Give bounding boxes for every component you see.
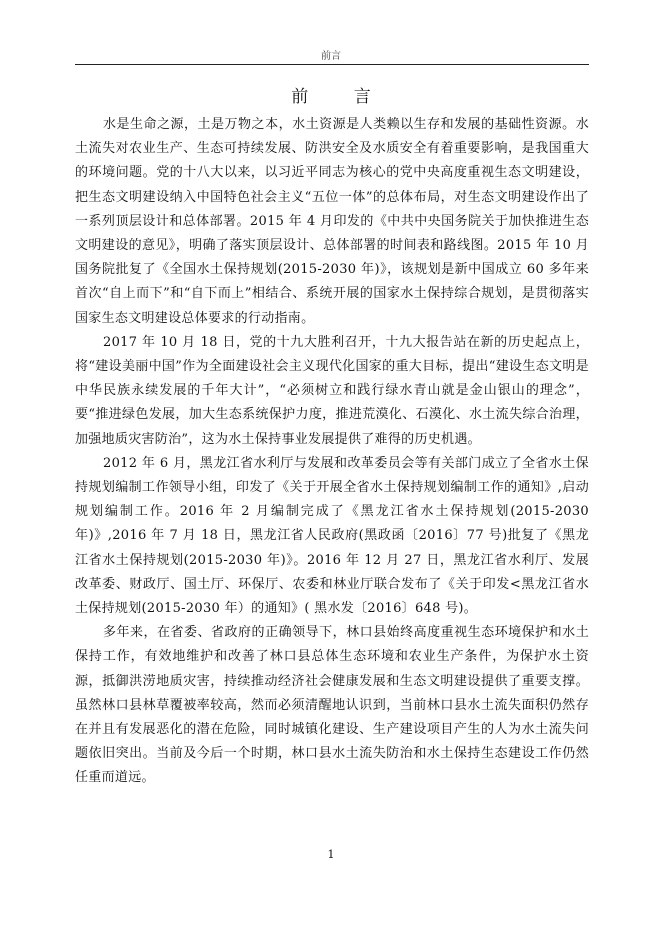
paragraph-2: 2017 年 10 月 18 日，党的十九大胜利召开，十九大报告站在新的历史起点上，将“建设美丽中国”作为全面建设社会主义现代化国家的重大目标，提出“建设生态文明是中华民族永续发展的千年大计”，“必须树立和践行绿水青山就是金山银山的理念”，要“推进绿色发展，加大生态系统保护力度，推进荒漠化、石漠化、水土流失综合治理，加强地质灾害防治”，这为水土保持事业发展提供了难得的历史机遇。 [75, 334, 589, 447]
paragraph-3: 2012 年 6 月，黑龙江省水利厅与发展和改革委员会等有关部门成立了全省水土保持规划编制工作领导小组，印发了《关于开展全省水土保持规划编制工作的通知》,启动规划编制工作。2016 年 2 月编制完成了《黑龙江省水土保持规划(2015-2030 年)》,2016 年 7 月 18 日，黑龙江省人民政府(黑政函〔2016〕77 号)批复了《黑龙江省水土保持规划(2015-2030 年)》。2016 年 12 月 27 日，黑龙江省水利厅、发展改革委、财政厅、国土厅、环保厅、农委和林业厅联合发布了《关于印发<黑龙江省水土保持规划(2015-2030 年）的通知》( 黑水发〔2016〕648 号)。 [75, 455, 589, 617]
page-number: 1 [327, 848, 335, 861]
header-divider [75, 64, 589, 65]
page-title: 前 言 [291, 87, 391, 107]
paragraph-4: 多年来，在省委、省政府的正确领导下，林口县始终高度重视生态环境保护和水土保持工作，有效地维护和改善了林口县总体生态环境和农业生产条件，为保护水土资源，抵御洪涝地质灾害，持续推动经济社会健康发展和生态文明建设提供了重要支撑。虽然林口县林草覆被率较高，然而必须清醒地认识到，当前林口县水土流失面积仍然存在并且有发展恶化的潜在危险，同时城镇化建设、生产建设项目产生的人为水土流失问题依旧突出。当前及今后一个时期，林口县水土流失防治和水土保持生态建设工作仍然任重而道远。 [75, 625, 589, 786]
body-text [75, 113, 589, 791]
paragraph-1: 水是生命之源，土是万物之本，水土资源是人类赖以生存和发展的基础性资源。水土流失对农业生产、生态可持续发展、防洪安全及水质安全有着重要影响，是我国重大的环境问题。党的十八大以来，以习近平同志为核心的党中央高度重视生态文明建设，把生态文明建设纳入中国特色社会主义“五位一体”的总体布局，对生态文明建设作出了一系列顶层设计和总体部署。2015 年 4 月印发的《中共中央国务院关于加快推进生态文明建设的意见》，明确了落实顶层设计、总体部署的时间表和路线图。2015 年 10 月国务院批复了《全国水土保持规划(2015-2030 年)》，该规划是新中国成立 60 多年来首次“自上而下”和“自下而上”相结合、系统开展的国家水土保持综合规划，是贯彻落实国家生态文明建设总体要求的行动指南。 [75, 117, 589, 326]
running-header: 前言 [321, 51, 341, 62]
